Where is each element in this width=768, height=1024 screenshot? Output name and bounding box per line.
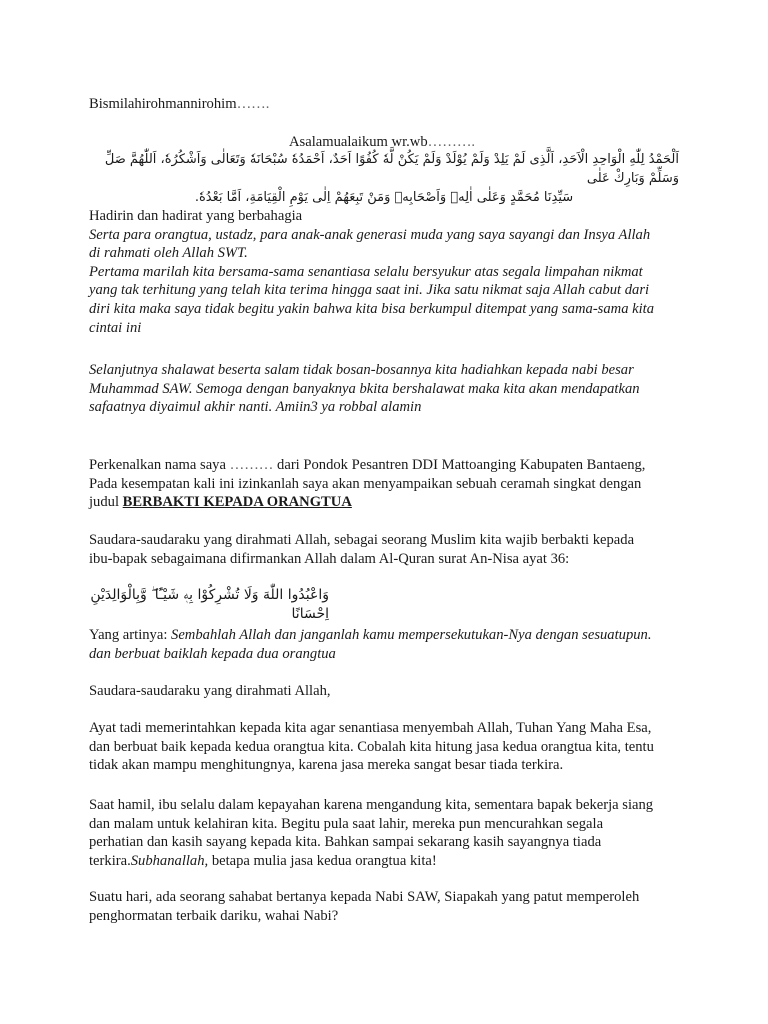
ayat-intro-line-2: ibu-bapak sebagaimana difirmankan Allah dalam Al-Quran surat An-Nisa ayat 36: [89,550,570,567]
arabic-opening-line-2: سَيِّدِنَا مُحَمَّدٍ وَعَلٰى اٰلِهٖ وَاَصْحَابِهٖ وَمَنْ تَبِعَهُمْ اِلٰى يَوْمِ الْقِيَامَةِ، اَمَّا بَعْدُهٗ. [194,190,574,205]
intro-line-1-b: dari Pondok Pesantren DDI Mattoanging Kabupaten Bantaeng, [273,457,646,473]
intro-paragraph [89,456,679,512]
body-p2-line-2: dan malam untuk kelahiran kita. Begitu pula saat lahir, mereka pun mencurahkan segala [89,815,604,832]
greeting-p1-line-1: Serta para orangtua, ustadz, para anak-anak generasi muda yang saya sayangi dan Insya Allah [89,226,651,243]
body-p2-line-1: Saat hamil, ibu selalu dalam kepayahan karena mengandung kita, sementara bapak bekerja siang [89,797,654,813]
salam-line [289,133,589,152]
greeting-p2-line-4: cintai ini [89,319,142,336]
arabic-verse: وَاعْبُدُوا اللّٰهَ وَلَا تُشْرِكُوْا بِهٖ شَيْـًٔا ۖ وَّبِالْوَالِدَيْنِ اِحْسَانًا [90,587,329,622]
greeting-p2-line-1: Pertama marilah kita bersama-sama senantiasa selalu bersyukur atas segala limpahan nikmat [89,263,643,280]
meaning-label: Yang artinya: [89,627,172,643]
salam-dots: ………. [427,134,476,150]
greeting-section [89,207,679,337]
body-p1-line-3: tidak akan mampu menghitungnya, karena jasa mereka sangat besar tiada terkira. [89,757,564,774]
salam-text: Asalamualaikum wr.wb [289,134,428,150]
arabic-opening [89,150,679,207]
shalawat-line-1: Selanjutnya shalawat beserta salam tidak bosan-bosannya kita hadiahkan kepada nabi besar [89,362,634,378]
greeting-p2-line-2: yang tak terhitung yang telah kita terima hingga saat ini. Jika satu nikmat saja Allah cabut dari [89,282,650,299]
body-p1-line-2: dan berbuat baik kepada kedua orangtua kita. Cobalah kita hitung jasa kedua orangtua kita, tentu [89,738,654,755]
intro-line-3-a: judul [89,494,123,511]
body-p1-line-1: Ayat tadi memerintahkan kepada kita agar senantiasa menyembah Allah, Tuhan Yang Maha Esa, [89,720,652,736]
meaning-line-1: Sembahlah Allah dan janganlah kamu mempersekutukan-Nya dengan sesuatupun. [171,627,652,643]
ayat-intro-line-1: Saudara-saudaraku yang dirahmati Allah, sebagai seorang Muslim kita wajib berbakti kepada [89,532,635,548]
sermon-title: BERBAKTI KEPADA ORANGTUA [122,494,352,511]
body-p3-line-1: Suatu hari, ada seorang sahabat bertanya kepada Nabi SAW, Siapakah yang patut memperoleh [89,889,640,905]
body-p2-line-4-b: Subhanallah, [130,852,209,869]
greeting-heading: Hadirin dan hadirat yang berbahagia [89,208,303,224]
body-paragraph-1 [89,719,679,775]
intro-name-placeholder: ……… [229,457,274,473]
meaning-line-2: dan berbuat baiklah kepada dua orangtua [89,645,336,662]
ayat-intro-paragraph [89,531,679,568]
intro-line-1-a: Perkenalkan nama saya [89,457,230,473]
bismillah-dots: ……. [236,96,270,112]
bismillah-line [89,95,679,114]
body-p2-line-4-c: betapa mulia jasa kedua orangtua kita! [208,852,437,869]
body-p3-line-2: penghormatan terbaik dariku, wahai Nabi? [89,907,339,924]
body-paragraph-3 [89,888,679,925]
shalawat-line-2: Muhammad SAW. Semoga dengan banyaknya bkita bershalawat maka kita akan mendapatkan [89,380,640,397]
meaning-paragraph [89,626,679,663]
shalawat-line-3: safaatnya diyaimul akhir nanti. Amiin3 ya robbal alamin [89,399,422,416]
bismillah-text: Bismilahirohmannirohim [89,96,237,112]
salutation: Saudara-saudaraku yang dirahmati Allah, [89,683,331,699]
body-p2-line-3: perhatian dan kasih sayang kepada kita. Bahkan sampai sekarang kasih sayangnya tiada [89,834,602,851]
shalawat-paragraph [89,361,679,417]
arabic-opening-line-1: اَلْحَمْدُ لِلّٰهِ الْوَاحِدِ الْاَحَدِ، اَلَّذِى لَمْ يَلِدْ وَلَمْ يُوْلَدْ وَلَمْ يَكُنْ لَّهٗ كُفُوًا اَحَدٌ، اَحْمَدُهٗ سُبْحَانَهٗ وَتَعَالٰى وَاَشْكُرُهٗ، اَللّٰهُمَّ صَلِّ وَسَلِّمْ وَبَارِكْ عَلٰى [104,152,679,186]
body-p2-line-4-a: terkira. [89,852,131,869]
greeting-p2-line-3: diri kita maka saya tidak begitu yakin bahwa kita bisa berkumpul ditempat yang sama-sama kita [89,300,655,317]
body-paragraph-2 [89,796,679,870]
intro-line-2: Pada kesempatan kali ini izinkanlah saya akan menyampaikan sebuah ceramah singkat dengan [89,475,642,492]
greeting-p1-line-2: di rahmati oleh Allah SWT. [89,245,248,262]
